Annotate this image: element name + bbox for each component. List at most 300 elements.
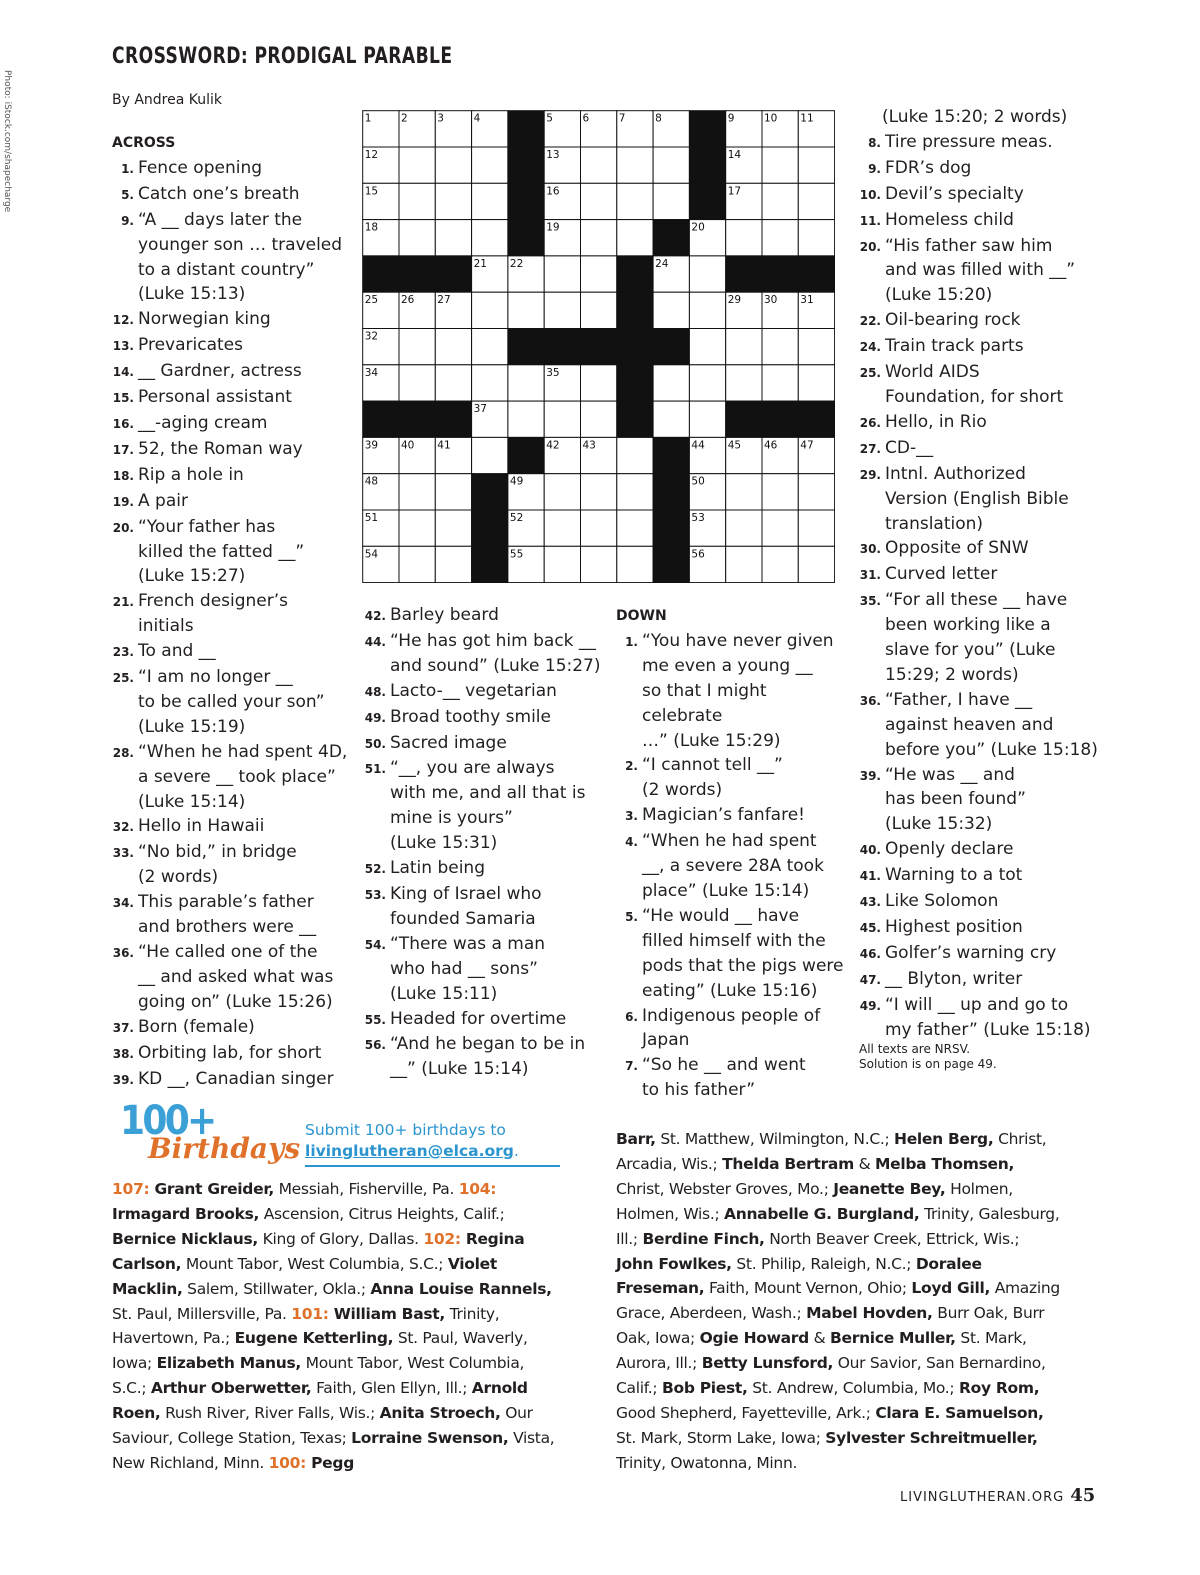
clue-item xyxy=(859,156,1099,182)
cell-number: 56 xyxy=(691,548,705,561)
cell-number: 50 xyxy=(691,475,705,488)
clue-number: 4. xyxy=(625,835,638,850)
grid-cell[interactable] xyxy=(472,183,508,219)
clue-text: To and __ xyxy=(138,641,216,662)
black-square xyxy=(363,256,399,292)
cell-number: 46 xyxy=(764,439,778,452)
clue-item xyxy=(112,814,357,840)
birthday-name: Thelda Bertram xyxy=(722,1154,854,1173)
cell-number: 39 xyxy=(364,439,379,452)
clue-text: Lacto-__ vegetarian xyxy=(390,680,557,701)
grid-cell[interactable] xyxy=(762,546,798,582)
grid-cell[interactable] xyxy=(435,365,471,401)
black-square xyxy=(399,256,435,292)
clue-text: “I cannot tell __” (2 words) xyxy=(642,755,783,801)
birthday-congregation: Messiah, Fisherville, Pa. xyxy=(273,1180,459,1198)
cell-number: 16 xyxy=(546,185,560,198)
clue-item xyxy=(616,753,851,803)
clue-number: 49. xyxy=(364,710,386,725)
clue-text: Highest position xyxy=(885,917,1023,937)
black-square xyxy=(399,401,435,437)
cell-number: 29 xyxy=(727,294,742,307)
clue-text: Like Solomon xyxy=(885,891,999,912)
clue-item xyxy=(859,308,1099,334)
clue-number: 5. xyxy=(121,187,134,202)
black-square xyxy=(435,401,471,437)
grid-cell[interactable] xyxy=(689,256,725,292)
grid-cell[interactable] xyxy=(435,546,471,582)
clue-text: “He called one of the __ and asked what was going on” (Luke 15:26) xyxy=(138,942,334,1012)
cell-number: 14 xyxy=(727,149,742,161)
down-heading: DOWN xyxy=(616,608,667,624)
clue-number: 24. xyxy=(859,340,881,355)
birthday-congregation: St. Paul, Waverly, Iowa; xyxy=(112,1329,528,1373)
grid-cell[interactable] xyxy=(653,147,689,183)
grid-cell[interactable] xyxy=(689,365,725,401)
birthday-age: 100: xyxy=(268,1453,312,1472)
down-clues-col1 xyxy=(616,604,851,1103)
clue-number: 46. xyxy=(859,946,881,961)
clue-text: Tire pressure meas. xyxy=(885,131,1053,152)
clue-number: 5. xyxy=(625,909,638,924)
clue-text: Golfer’s warning cry xyxy=(885,942,1057,963)
grid-cell[interactable] xyxy=(653,183,689,219)
clue-item xyxy=(616,1053,851,1103)
clue-text: “You have never given me even a young __ so that I might celebrate …” (Luke 15:29) xyxy=(642,630,834,751)
birthday-name: Grant Greider, xyxy=(154,1180,274,1198)
grid-cell[interactable] xyxy=(472,329,508,365)
cell-number: 40 xyxy=(401,439,415,452)
clue-item xyxy=(112,385,357,411)
grid-cell[interactable] xyxy=(544,546,580,582)
grid-cell[interactable] xyxy=(762,365,798,401)
grid-cell[interactable] xyxy=(399,183,435,219)
clue-text: Homeless child xyxy=(885,209,1014,230)
grid-cell[interactable] xyxy=(798,147,834,183)
crossword-grid[interactable] xyxy=(362,110,835,583)
birthday-congregation: Trinity, Owatonna, Minn. xyxy=(616,1453,798,1472)
clue-item xyxy=(364,1032,609,1082)
clue-text: “Your father has killed the fatted __” (Luke 15:27) xyxy=(138,516,305,587)
across-clues-col1 xyxy=(112,131,357,1092)
clue-item xyxy=(859,562,1099,588)
birthday-name: Melba Thomsen, xyxy=(874,1154,1015,1173)
cell-number: 28 xyxy=(618,294,633,307)
cell-number: 32 xyxy=(364,330,379,343)
black-square xyxy=(689,183,725,219)
clue-item xyxy=(859,334,1099,360)
grid-cell[interactable] xyxy=(689,329,725,365)
grid-cell[interactable] xyxy=(653,401,689,437)
birthday-congregation: St. Paul, Millersville, Pa. xyxy=(112,1304,292,1323)
cell-number: 15 xyxy=(364,185,379,198)
birthday-congregation: Salem, Stillwater, Okla.; xyxy=(182,1279,371,1298)
birthday-congregation: Christ, Arcadia, Wis.; xyxy=(616,1130,1047,1173)
black-square xyxy=(762,256,798,292)
clue-item xyxy=(112,489,357,515)
divider xyxy=(305,1165,560,1167)
grid-cell[interactable] xyxy=(472,437,508,473)
grid-cell[interactable] xyxy=(798,546,834,582)
birthday-age: 107: xyxy=(112,1180,155,1198)
birthday-congregation: Amazing Grace, Aberdeen, Wash.; xyxy=(616,1279,1060,1323)
clue-text: Hello, in Rio xyxy=(885,411,987,432)
grid-cell[interactable] xyxy=(472,147,508,183)
cell-number: 2 xyxy=(401,112,408,125)
grid-cell[interactable] xyxy=(399,474,435,510)
birthday-name: Doralee Freseman, xyxy=(616,1254,982,1298)
clue-item xyxy=(364,1007,609,1033)
clue-number: 54. xyxy=(364,937,386,952)
clue-number: 42. xyxy=(364,609,386,623)
birthday-congregation: St. Philip, Raleigh, N.C.; xyxy=(731,1254,916,1273)
cell-number: 44 xyxy=(691,439,705,452)
grid-cell[interactable] xyxy=(762,510,798,546)
clue-item xyxy=(364,756,609,856)
birthday-name: Eugene Ketterling, xyxy=(234,1329,394,1348)
clue-number: 27. xyxy=(859,441,881,456)
clue-text: FDR’s dog xyxy=(885,157,972,178)
grid-cell[interactable] xyxy=(726,220,762,256)
grid-cell[interactable] xyxy=(544,401,580,437)
clue-text: “When he had spent __, a severe 28A took place” (Luke 15:14) xyxy=(642,831,824,901)
grid-cell[interactable] xyxy=(617,147,653,183)
cell-number: 11 xyxy=(800,112,814,125)
clue-number: 52. xyxy=(364,862,386,877)
clue-number: 45. xyxy=(859,921,881,935)
birthday-name: Loyd Gill, xyxy=(911,1279,991,1298)
black-square xyxy=(508,220,544,256)
black-square xyxy=(653,220,689,256)
black-square xyxy=(508,147,544,183)
grid-cell[interactable] xyxy=(653,365,689,401)
grid-cell[interactable] xyxy=(798,220,834,256)
clue-item xyxy=(859,234,1099,309)
clue-text: Openly declare xyxy=(885,839,1014,860)
cell-number: 5 xyxy=(546,112,553,125)
cell-number: 4 xyxy=(473,112,481,125)
grid-cell[interactable] xyxy=(472,220,508,256)
page-title: CROSSWORD: PRODIGAL PARABLE xyxy=(112,44,453,69)
cell-number: 53 xyxy=(691,512,705,524)
clue-text: Devil’s specialty xyxy=(885,183,1024,204)
clue-number: 39. xyxy=(112,1072,134,1087)
grid-cell[interactable] xyxy=(689,401,725,437)
black-square xyxy=(508,437,544,473)
birthday-age: 101: xyxy=(291,1304,334,1323)
clue-text: “I am no longer __ to be called your son” (Luke 15:19) xyxy=(138,667,325,737)
grid-cell[interactable] xyxy=(581,256,617,292)
birthday-name: Elizabeth Manus, xyxy=(156,1354,302,1373)
black-square xyxy=(435,256,471,292)
clue-item xyxy=(112,890,357,940)
grid-cell[interactable] xyxy=(726,474,762,510)
clue-text: CD-__ xyxy=(885,437,934,458)
birthday-congregation: St. Mark, Aurora, Ill.; xyxy=(616,1329,1027,1373)
clue-text: Rip a hole in xyxy=(138,464,244,485)
birthday-name: Regina Carlson, xyxy=(112,1229,525,1273)
clue-list xyxy=(859,130,1099,1043)
clue-item xyxy=(112,307,357,333)
clue-text: “He has got him back __ and sound” (Luke 15:27) xyxy=(390,630,601,676)
cell-number: 30 xyxy=(764,294,778,307)
grid-cell[interactable] xyxy=(798,365,834,401)
clue-item xyxy=(112,437,357,463)
black-square xyxy=(762,401,798,437)
grid-cell[interactable] xyxy=(617,220,653,256)
grid-cell[interactable] xyxy=(689,292,725,328)
photo-credit: Photo: iStock.com/shapecharge xyxy=(2,70,12,213)
black-square xyxy=(508,183,544,219)
clue-text: Norwegian king xyxy=(138,309,271,330)
clue-item xyxy=(859,360,1099,410)
clue-number: 26. xyxy=(859,415,881,430)
cell-number: 47 xyxy=(800,439,814,452)
cell-number: 23 xyxy=(618,257,633,270)
grid-cell[interactable] xyxy=(581,220,617,256)
clue-number: 29. xyxy=(859,467,881,482)
clue-number: 55. xyxy=(364,1012,386,1027)
grid-cell[interactable] xyxy=(435,183,471,219)
grid-cell[interactable] xyxy=(435,474,471,510)
birthday-name: John Fowlkes, xyxy=(616,1254,732,1273)
grid-cell[interactable] xyxy=(726,329,762,365)
clue-item xyxy=(859,993,1099,1043)
clue-number: 7. xyxy=(625,1059,638,1074)
clue-text: Prevaricates xyxy=(138,335,243,356)
birthday-congregation: Good Shepherd, Fayetteville, Ark.; xyxy=(616,1403,876,1422)
clue-text: “He was __ and has been found” (Luke 15:32) xyxy=(885,764,1026,835)
grid-cell[interactable] xyxy=(472,292,508,328)
clue-number: 22. xyxy=(859,314,881,329)
birthday-congregation: Trinity, Galesburg, Ill.; xyxy=(616,1204,1060,1248)
clue-text: “There was a man who had __ sons” (Luke 15:11) xyxy=(390,933,546,1004)
grid-cell[interactable] xyxy=(617,183,653,219)
grid-cell[interactable] xyxy=(798,329,834,365)
clue-number: 1. xyxy=(121,161,134,176)
grid-cell[interactable] xyxy=(581,401,617,437)
cell-number: 20 xyxy=(691,221,705,234)
birthday-congregation: Ascension, Citrus Heights, Calif.; xyxy=(259,1204,505,1223)
clue-number: 36. xyxy=(112,946,134,960)
cell-number: 7 xyxy=(618,112,626,125)
cell-number: 24 xyxy=(655,257,669,270)
grid-cell[interactable] xyxy=(435,329,471,365)
clue-number: 50. xyxy=(364,736,386,751)
clue-list xyxy=(112,156,357,1093)
grid-cell[interactable] xyxy=(399,329,435,365)
clue-number: 25. xyxy=(112,671,134,686)
black-square xyxy=(726,256,762,292)
clue-number: 13. xyxy=(112,339,134,354)
clue-number: 43. xyxy=(859,895,881,910)
clue-item xyxy=(616,904,851,1004)
grid-cell[interactable] xyxy=(399,546,435,582)
grid-cell[interactable] xyxy=(399,147,435,183)
black-square xyxy=(689,147,725,183)
cell-number: 37 xyxy=(473,403,487,416)
grid-cell[interactable] xyxy=(399,365,435,401)
clue-item xyxy=(364,882,609,932)
clue-text: Broad toothy smile xyxy=(390,706,551,727)
black-square xyxy=(472,510,508,546)
cell-number: 8 xyxy=(655,112,662,125)
cell-number: 9 xyxy=(727,112,735,125)
clue-number: 32. xyxy=(112,820,134,835)
grid-cell[interactable] xyxy=(581,365,617,401)
clue-item xyxy=(364,731,609,757)
grid-cell[interactable] xyxy=(544,292,580,328)
clue-item xyxy=(112,333,357,359)
birthday-name: Clara E. Samuelson, xyxy=(875,1403,1044,1422)
clue-item xyxy=(859,967,1099,993)
clue-text: Sacred image xyxy=(390,732,507,753)
clue-continuation: (Luke 15:20; 2 words) xyxy=(882,107,1068,127)
clue-text: “For all these __ have been working like a slave for you” (Luke 15:29; 2 words) xyxy=(885,590,1068,685)
birthday-name: Roy Rom, xyxy=(958,1379,1040,1398)
clue-number: 10. xyxy=(859,187,881,202)
grid-cell[interactable] xyxy=(399,220,435,256)
clue-number: 28. xyxy=(112,745,134,760)
grid-cell[interactable] xyxy=(762,147,798,183)
birthday-name: Lorraine Swenson, xyxy=(351,1429,509,1448)
grid-cell[interactable] xyxy=(762,183,798,219)
grid-cell[interactable] xyxy=(726,365,762,401)
birthday-age: 102: xyxy=(423,1229,466,1248)
clue-text: “He would __ have filled himself with the pods that the pigs were eating” (Luke 15:16) xyxy=(642,905,844,1001)
grid-cell[interactable] xyxy=(544,474,580,510)
grid-cell[interactable] xyxy=(399,510,435,546)
grid-cell[interactable] xyxy=(581,474,617,510)
clue-item xyxy=(859,688,1099,763)
down-clues-col2 xyxy=(859,105,1099,1043)
clue-text: “His father saw him and was filled with __” (Luke 15:20) xyxy=(885,235,1076,306)
grid-cell[interactable] xyxy=(544,510,580,546)
birthday-name: Helen Berg, xyxy=(894,1130,994,1148)
grid-cell[interactable] xyxy=(798,510,834,546)
black-square xyxy=(798,401,834,437)
birthday-name: Pegg xyxy=(311,1453,354,1472)
clue-number: 47. xyxy=(859,972,881,987)
black-square xyxy=(689,111,725,147)
grid-cell[interactable] xyxy=(508,292,544,328)
clue-item xyxy=(859,208,1099,234)
clue-text: “I will __ up and go to my father” (Luke 15:18) xyxy=(885,994,1091,1040)
clue-item xyxy=(112,208,357,308)
clue-item xyxy=(859,763,1099,838)
clue-number: 16. xyxy=(112,416,134,431)
clue-text: Intnl. Authorized Version (English Bible translation) xyxy=(885,463,1069,534)
clue-item xyxy=(112,463,357,489)
birthday-name: Arthur Oberwetter, xyxy=(150,1379,312,1398)
grid-cell[interactable] xyxy=(581,147,617,183)
clue-item xyxy=(616,1004,851,1054)
submit-email-link[interactable]: livinglutheran@elca.org xyxy=(305,1142,514,1160)
grid-cell[interactable] xyxy=(617,437,653,473)
cell-number: 18 xyxy=(364,221,379,234)
grid-cell[interactable] xyxy=(581,546,617,582)
cell-number: 34 xyxy=(364,366,379,379)
grid-cell[interactable] xyxy=(726,546,762,582)
cell-number: 36 xyxy=(618,366,633,379)
birthday-congregation: Holmen, Holmen, Wis.; xyxy=(616,1179,1013,1223)
grid-cell[interactable] xyxy=(762,474,798,510)
clue-text: “And he began to be in __” (Luke 15:14) xyxy=(390,1034,586,1080)
clue-item xyxy=(859,915,1099,941)
birthday-name: Mabel Hovden, xyxy=(806,1304,933,1323)
birthday-congregation: Faith, Mount Vernon, Ohio; xyxy=(704,1279,912,1298)
birthday-name: Annabelle G. Burgland, xyxy=(724,1204,920,1223)
cell-number: 55 xyxy=(509,548,524,561)
clue-list xyxy=(364,603,609,1082)
clue-number: 23. xyxy=(112,645,134,660)
clue-number: 48. xyxy=(364,684,386,699)
grid-cell[interactable] xyxy=(581,183,617,219)
grid-cell[interactable] xyxy=(544,256,580,292)
page-number: 45 xyxy=(1070,1485,1096,1506)
birthday-name: Anita Stroech, xyxy=(379,1404,501,1423)
clue-number: 30. xyxy=(859,542,881,557)
black-square xyxy=(653,474,689,510)
birthday-name: Anna Louise Rannels, xyxy=(370,1279,552,1298)
cell-number: 42 xyxy=(546,439,560,452)
cell-number: 51 xyxy=(364,512,379,524)
clue-text: __ Gardner, actress xyxy=(138,361,302,382)
grid-cell[interactable] xyxy=(762,220,798,256)
clue-item xyxy=(859,462,1099,537)
grid-cell[interactable] xyxy=(508,401,544,437)
clue-item xyxy=(859,889,1099,915)
grid-cell[interactable] xyxy=(435,510,471,546)
grid-cell[interactable] xyxy=(581,510,617,546)
clue-text: Personal assistant xyxy=(138,387,292,408)
grid-cell[interactable] xyxy=(581,292,617,328)
grid-cell[interactable] xyxy=(726,510,762,546)
clue-item xyxy=(859,837,1099,863)
clue-text: KD __, Canadian singer xyxy=(138,1068,334,1089)
clue-number: 9. xyxy=(868,161,881,176)
grid-cell[interactable] xyxy=(617,510,653,546)
grid-cell[interactable] xyxy=(653,292,689,328)
cell-number: 33 xyxy=(655,330,669,343)
black-square xyxy=(363,401,399,437)
clue-number: 39. xyxy=(859,768,881,783)
grid-cell[interactable] xyxy=(617,546,653,582)
grid-cell[interactable] xyxy=(435,147,471,183)
clue-text: 52, the Roman way xyxy=(138,438,303,459)
clue-item xyxy=(616,829,851,904)
clue-item xyxy=(364,603,609,629)
clue-item xyxy=(364,705,609,731)
grid-cell[interactable] xyxy=(762,329,798,365)
birthday-name: Barr, xyxy=(616,1130,656,1148)
clue-text: “No bid,” in bridge (2 words) xyxy=(138,842,297,888)
cell-number: 35 xyxy=(546,366,560,379)
clue-number: 37. xyxy=(112,1020,134,1035)
grid-cell[interactable] xyxy=(508,365,544,401)
grid-cell[interactable] xyxy=(617,474,653,510)
clue-text: Train track parts xyxy=(885,336,1024,357)
grid-cell[interactable] xyxy=(435,220,471,256)
grid-cell[interactable] xyxy=(798,474,834,510)
birthdays-logo-word: Birthdays xyxy=(148,1132,301,1165)
clue-number: 38. xyxy=(112,1046,134,1061)
grid-cell[interactable] xyxy=(472,365,508,401)
clue-item xyxy=(112,840,357,890)
black-square xyxy=(653,437,689,473)
byline: By Andrea Kulik xyxy=(112,92,223,108)
grid-cell[interactable] xyxy=(798,183,834,219)
